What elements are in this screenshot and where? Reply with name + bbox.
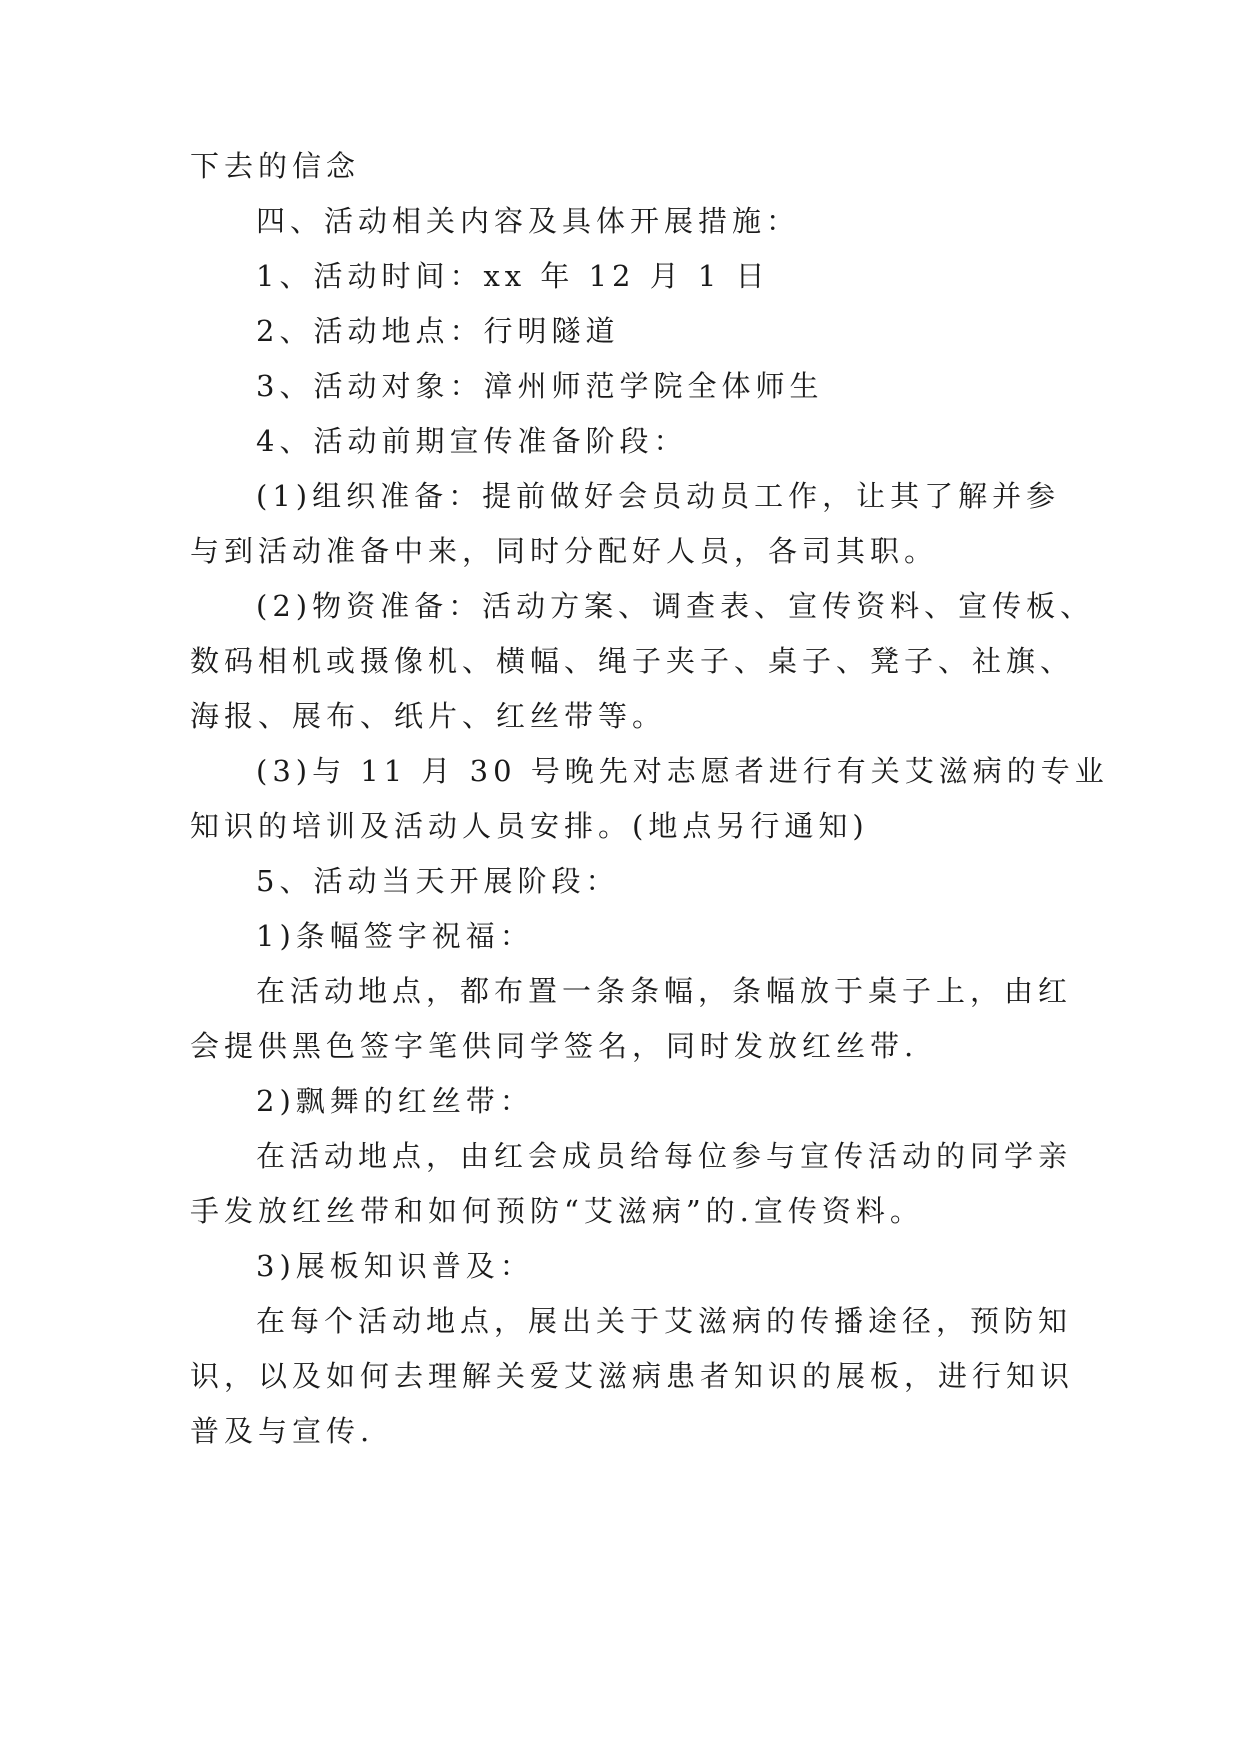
text-line: 在活动地点，都布置一条条幅，条幅放于桌子上，由红 [256, 974, 1073, 1008]
text-line: 2)飘舞的红丝带： [256, 1084, 534, 1118]
text-line: 手发放红丝带和如何预防“艾滋病”的.宣传资料。 [190, 1194, 924, 1228]
text-line: (1)组织准备：提前做好会员动员工作，让其了解并参 [256, 479, 1061, 513]
text-line: (2)物资准备：活动方案、调查表、宣传资料、宣传板、 [256, 589, 1095, 623]
text-line: 普及与宣传. [190, 1414, 375, 1448]
text-line: 会提供黑色签字笔供同学签名，同时发放红丝带. [190, 1029, 919, 1063]
text-line: 3、活动对象：漳州师范学院全体师生 [256, 369, 824, 403]
text-line: 4、活动前期宣传准备阶段： [256, 424, 688, 458]
text-line: 海报、展布、纸片、红丝带等。 [190, 699, 667, 733]
section-heading: 四、活动相关内容及具体开展措施： [256, 204, 801, 238]
text-line: 3)展板知识普及： [256, 1249, 534, 1283]
text-line: 数码相机或摄像机、横幅、绳子夹子、桌子、凳子、社旗、 [190, 644, 1075, 678]
text-line: 在每个活动地点，展出关于艾滋病的传播途径，预防知 [256, 1304, 1073, 1338]
text-line: 5、活动当天开展阶段： [256, 864, 620, 898]
text-line: 2、活动地点：行明隧道 [256, 314, 620, 348]
text-line: 知识的培训及活动人员安排。(地点另行通知) [190, 809, 869, 843]
text-line: (3)与 11 月 30 号晚先对志愿者进行有关艾滋病的专业 [256, 754, 1109, 788]
text-line: 与到活动准备中来，同时分配好人员，各司其职。 [190, 534, 939, 568]
text-line: 下去的信念 [190, 149, 361, 183]
text-line: 识，以及如何去理解关爱艾滋病患者知识的展板，进行知识 [190, 1359, 1075, 1393]
text-line: 1)条幅签字祝福： [256, 919, 534, 953]
text-line: 在活动地点，由红会成员给每位参与宣传活动的同学亲 [256, 1139, 1073, 1173]
text-line: 1、活动时间：xx 年 12 月 1 日 [256, 259, 770, 293]
